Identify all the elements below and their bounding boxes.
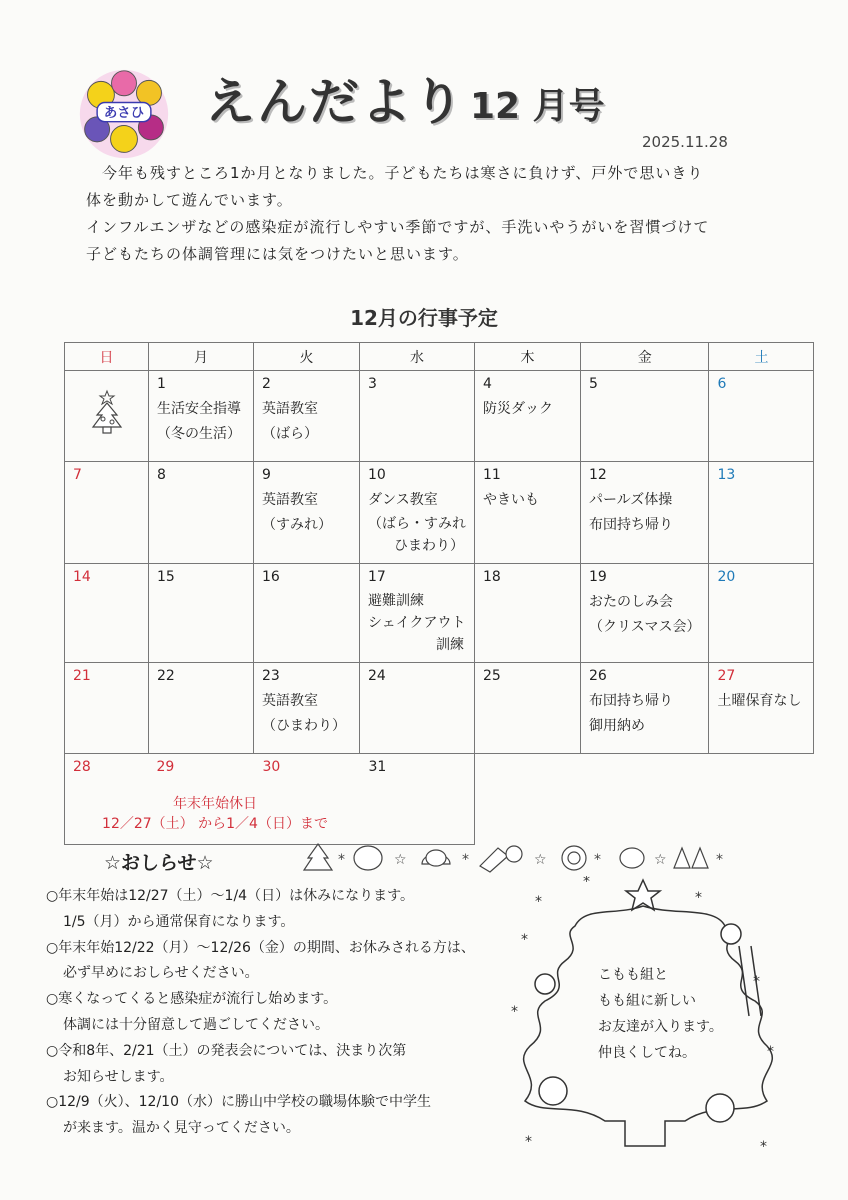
weekday-wed: 水: [360, 343, 475, 371]
calendar-day: [581, 663, 709, 754]
notice-item: [46, 884, 506, 936]
holiday-title: 年末年始休日: [173, 796, 257, 812]
day-number: 23: [262, 668, 280, 684]
notice-title: ☆おしらせ☆: [104, 852, 214, 874]
event-text: 土曜保育なし: [717, 693, 802, 709]
event-text: （ばら・すみれ: [368, 516, 466, 532]
calendar-day: [65, 663, 149, 754]
holiday-note: [65, 786, 366, 834]
event-text: 御用納め: [589, 718, 645, 734]
event-text: やきいも: [483, 492, 539, 508]
svg-text:*: *: [462, 852, 469, 868]
svg-text:*: *: [760, 1139, 767, 1155]
tree-message-line: 仲良くしてね。: [598, 1045, 696, 1061]
event-text: 訓練: [436, 637, 464, 653]
event-text: ダンス教室: [368, 492, 438, 508]
event-calendar: [64, 342, 814, 845]
day-number: 9: [262, 467, 271, 483]
notice-line: ○年末年始は12/27（土）～1/4（日）は休みになります。: [46, 888, 414, 904]
event-text: おたのしみ会: [589, 594, 673, 610]
day-number: 11: [483, 467, 501, 483]
notice-list: [46, 884, 506, 1142]
holiday-cell: [102, 754, 475, 845]
calendar-day: [709, 663, 814, 754]
notice-item: [46, 1039, 506, 1091]
event-text: 布団持ち帰り: [589, 517, 673, 533]
svg-text:*: *: [511, 1004, 518, 1020]
day-number: 20: [717, 569, 736, 585]
calendar-day: [475, 462, 581, 564]
day-number: 29: [156, 759, 175, 775]
event-text: 避難訓練: [368, 593, 424, 609]
notice-line: お知らせします。: [63, 1068, 174, 1085]
calendar-day: [709, 371, 814, 462]
holiday-range: 12／27（土） から1／4（日）まで: [102, 816, 328, 832]
calendar-day: [709, 462, 814, 564]
svg-text:☆: ☆: [394, 852, 407, 868]
calendar-title: 12月の行事予定: [350, 306, 498, 330]
svg-text:*: *: [753, 974, 760, 990]
day-number: 26: [589, 668, 607, 684]
day-number: 25: [483, 668, 501, 684]
calendar-day: [475, 564, 581, 663]
weekday-tue: 火: [254, 343, 360, 371]
issue-label: 12 月号: [470, 86, 605, 127]
issue-date: 2025.11.28: [642, 133, 728, 151]
event-text: シェイクアウト: [368, 615, 466, 631]
day-number: 3: [368, 376, 377, 392]
day-number: 17: [368, 569, 386, 585]
calendar-week: [65, 564, 814, 663]
svg-text:*: *: [338, 852, 345, 868]
event-text: 英語教室: [262, 492, 318, 508]
day-number: 21: [73, 668, 91, 684]
calendar-day: [254, 462, 360, 564]
event-text: 英語教室: [262, 693, 318, 709]
intro-line: 子どもたちの体調管理には気をつけたいと思います。: [86, 245, 469, 263]
intro-line: インフルエンザなどの感染症が流行しやすい季節ですが、手洗いやうがいを習慣づけて: [86, 218, 710, 236]
weekday-sat: 土: [709, 343, 814, 371]
svg-text:☆: ☆: [654, 852, 667, 868]
calendar-day: [149, 564, 254, 663]
day-number: 18: [483, 569, 501, 585]
day-number: 27: [717, 668, 736, 684]
svg-text:*: *: [535, 894, 542, 910]
notice-line: ○年末年始12/22（月）～12/26（金）の期間、お休みされる方は、: [46, 939, 475, 956]
calendar-day: [149, 371, 254, 462]
calendar-day: [65, 564, 149, 663]
day-number: 15: [157, 569, 175, 585]
notice-item: [46, 1090, 506, 1142]
day-number: 2: [262, 376, 271, 392]
day-number: 5: [589, 376, 598, 392]
day-number: 22: [157, 668, 175, 684]
event-text: （すみれ）: [262, 517, 332, 533]
notice-line: 必ず早めにおしらせください。: [63, 965, 259, 982]
calendar-day: [360, 462, 475, 564]
calendar-week: [65, 754, 814, 845]
day-number: 24: [368, 668, 386, 684]
calendar-day: [65, 371, 149, 462]
day-number: 28: [73, 759, 91, 775]
event-text: 防災ダック: [483, 401, 553, 417]
weekday-header-row: [65, 343, 814, 371]
weekday-fri: 金: [581, 343, 709, 371]
svg-text:*: *: [767, 1044, 774, 1060]
notice-item: [46, 987, 506, 1039]
calendar-day: [475, 371, 581, 462]
day-number: 8: [157, 467, 166, 483]
day-number: 19: [589, 569, 607, 585]
calendar-week: [65, 371, 814, 462]
tree-message-line: お友達が入ります。: [598, 1019, 723, 1035]
svg-text:*: *: [594, 852, 601, 868]
event-text: 布団持ち帰り: [589, 693, 673, 709]
logo-text: あさひ: [103, 105, 145, 121]
svg-text:*: *: [695, 890, 702, 906]
event-text: （クリスマス会）: [589, 619, 701, 635]
calendar-day: [581, 462, 709, 564]
calendar-day: [581, 371, 709, 462]
intro-line: 体を動かして遊んでいます。: [86, 191, 293, 209]
svg-text:*: *: [583, 876, 590, 890]
calendar-week: [65, 462, 814, 564]
event-text: パールズ体操: [589, 492, 673, 508]
day-number: 13: [717, 467, 736, 483]
day-number: 4: [483, 376, 492, 392]
day-number: 1: [157, 376, 166, 392]
day-number: 6: [717, 376, 727, 392]
calendar-day: [254, 371, 360, 462]
christmas-tree-icon: [87, 387, 127, 437]
svg-text:☆: ☆: [534, 852, 547, 868]
notice-line: 体調には十分留意して過ごしてください。: [63, 1016, 329, 1033]
christmas-decoration-icon: [302, 840, 732, 876]
svg-text:*: *: [716, 852, 723, 868]
calendar-day: [149, 663, 254, 754]
tree-message-line: こもも組と: [598, 967, 668, 983]
event-text: ひまわり）: [394, 538, 464, 554]
day-number: 31: [368, 759, 387, 775]
svg-text:*: *: [521, 932, 528, 948]
notice-line: 1/5（月）から通常保育になります。: [63, 913, 295, 930]
intro-line: 今年も残すところ1か月となりました。子どもたちは寒さに負けず、戸外で思いきり: [86, 164, 704, 182]
calendar-day: [360, 371, 475, 462]
weekday-sun: 日: [65, 343, 149, 371]
notice-line: ○12/9（火）、12/10（水）に勝山中学校の職場体験で中学生: [46, 1094, 431, 1111]
calendar-day: [581, 564, 709, 663]
event-text: 英語教室: [262, 401, 318, 417]
calendar-day: [65, 462, 149, 564]
event-text: （冬の生活）: [157, 426, 241, 442]
day-number: 16: [262, 569, 280, 585]
tree-message-line: もも組に新しい: [598, 993, 696, 1009]
day-number: 30: [262, 759, 281, 775]
notice-line: ○寒くなってくると感染症が流行し始めます。: [46, 991, 338, 1008]
calendar-day: [149, 462, 254, 564]
event-text: （ひまわり）: [262, 718, 346, 734]
calendar-day: [254, 663, 360, 754]
calendar-day: [475, 663, 581, 754]
day-number: 10: [368, 467, 386, 483]
calendar-blank: [475, 754, 814, 845]
page-title: えんだより: [205, 73, 465, 131]
weekday-mon: 月: [149, 343, 254, 371]
intro-text: [86, 160, 776, 268]
svg-text:*: *: [525, 1134, 532, 1150]
day-number: 7: [73, 467, 82, 483]
event-text: （ばら）: [262, 426, 318, 442]
calendar-day: [360, 564, 475, 663]
calendar-day: [254, 564, 360, 663]
calendar-day: [360, 663, 475, 754]
notice-line: が来ます。温かく見守ってください。: [63, 1120, 300, 1137]
calendar-week: [65, 663, 814, 754]
notice-item: [46, 936, 506, 988]
day-number: 14: [73, 569, 91, 585]
day-number: 12: [589, 467, 607, 483]
school-logo: [76, 66, 172, 162]
notice-line: ○令和8年、2/21（土）の発表会については、決まり次第: [46, 1042, 407, 1059]
calendar-day: [709, 564, 814, 663]
tree-message: [598, 962, 723, 1066]
weekday-thu: 木: [475, 343, 581, 371]
event-text: 生活安全指導: [157, 401, 241, 417]
